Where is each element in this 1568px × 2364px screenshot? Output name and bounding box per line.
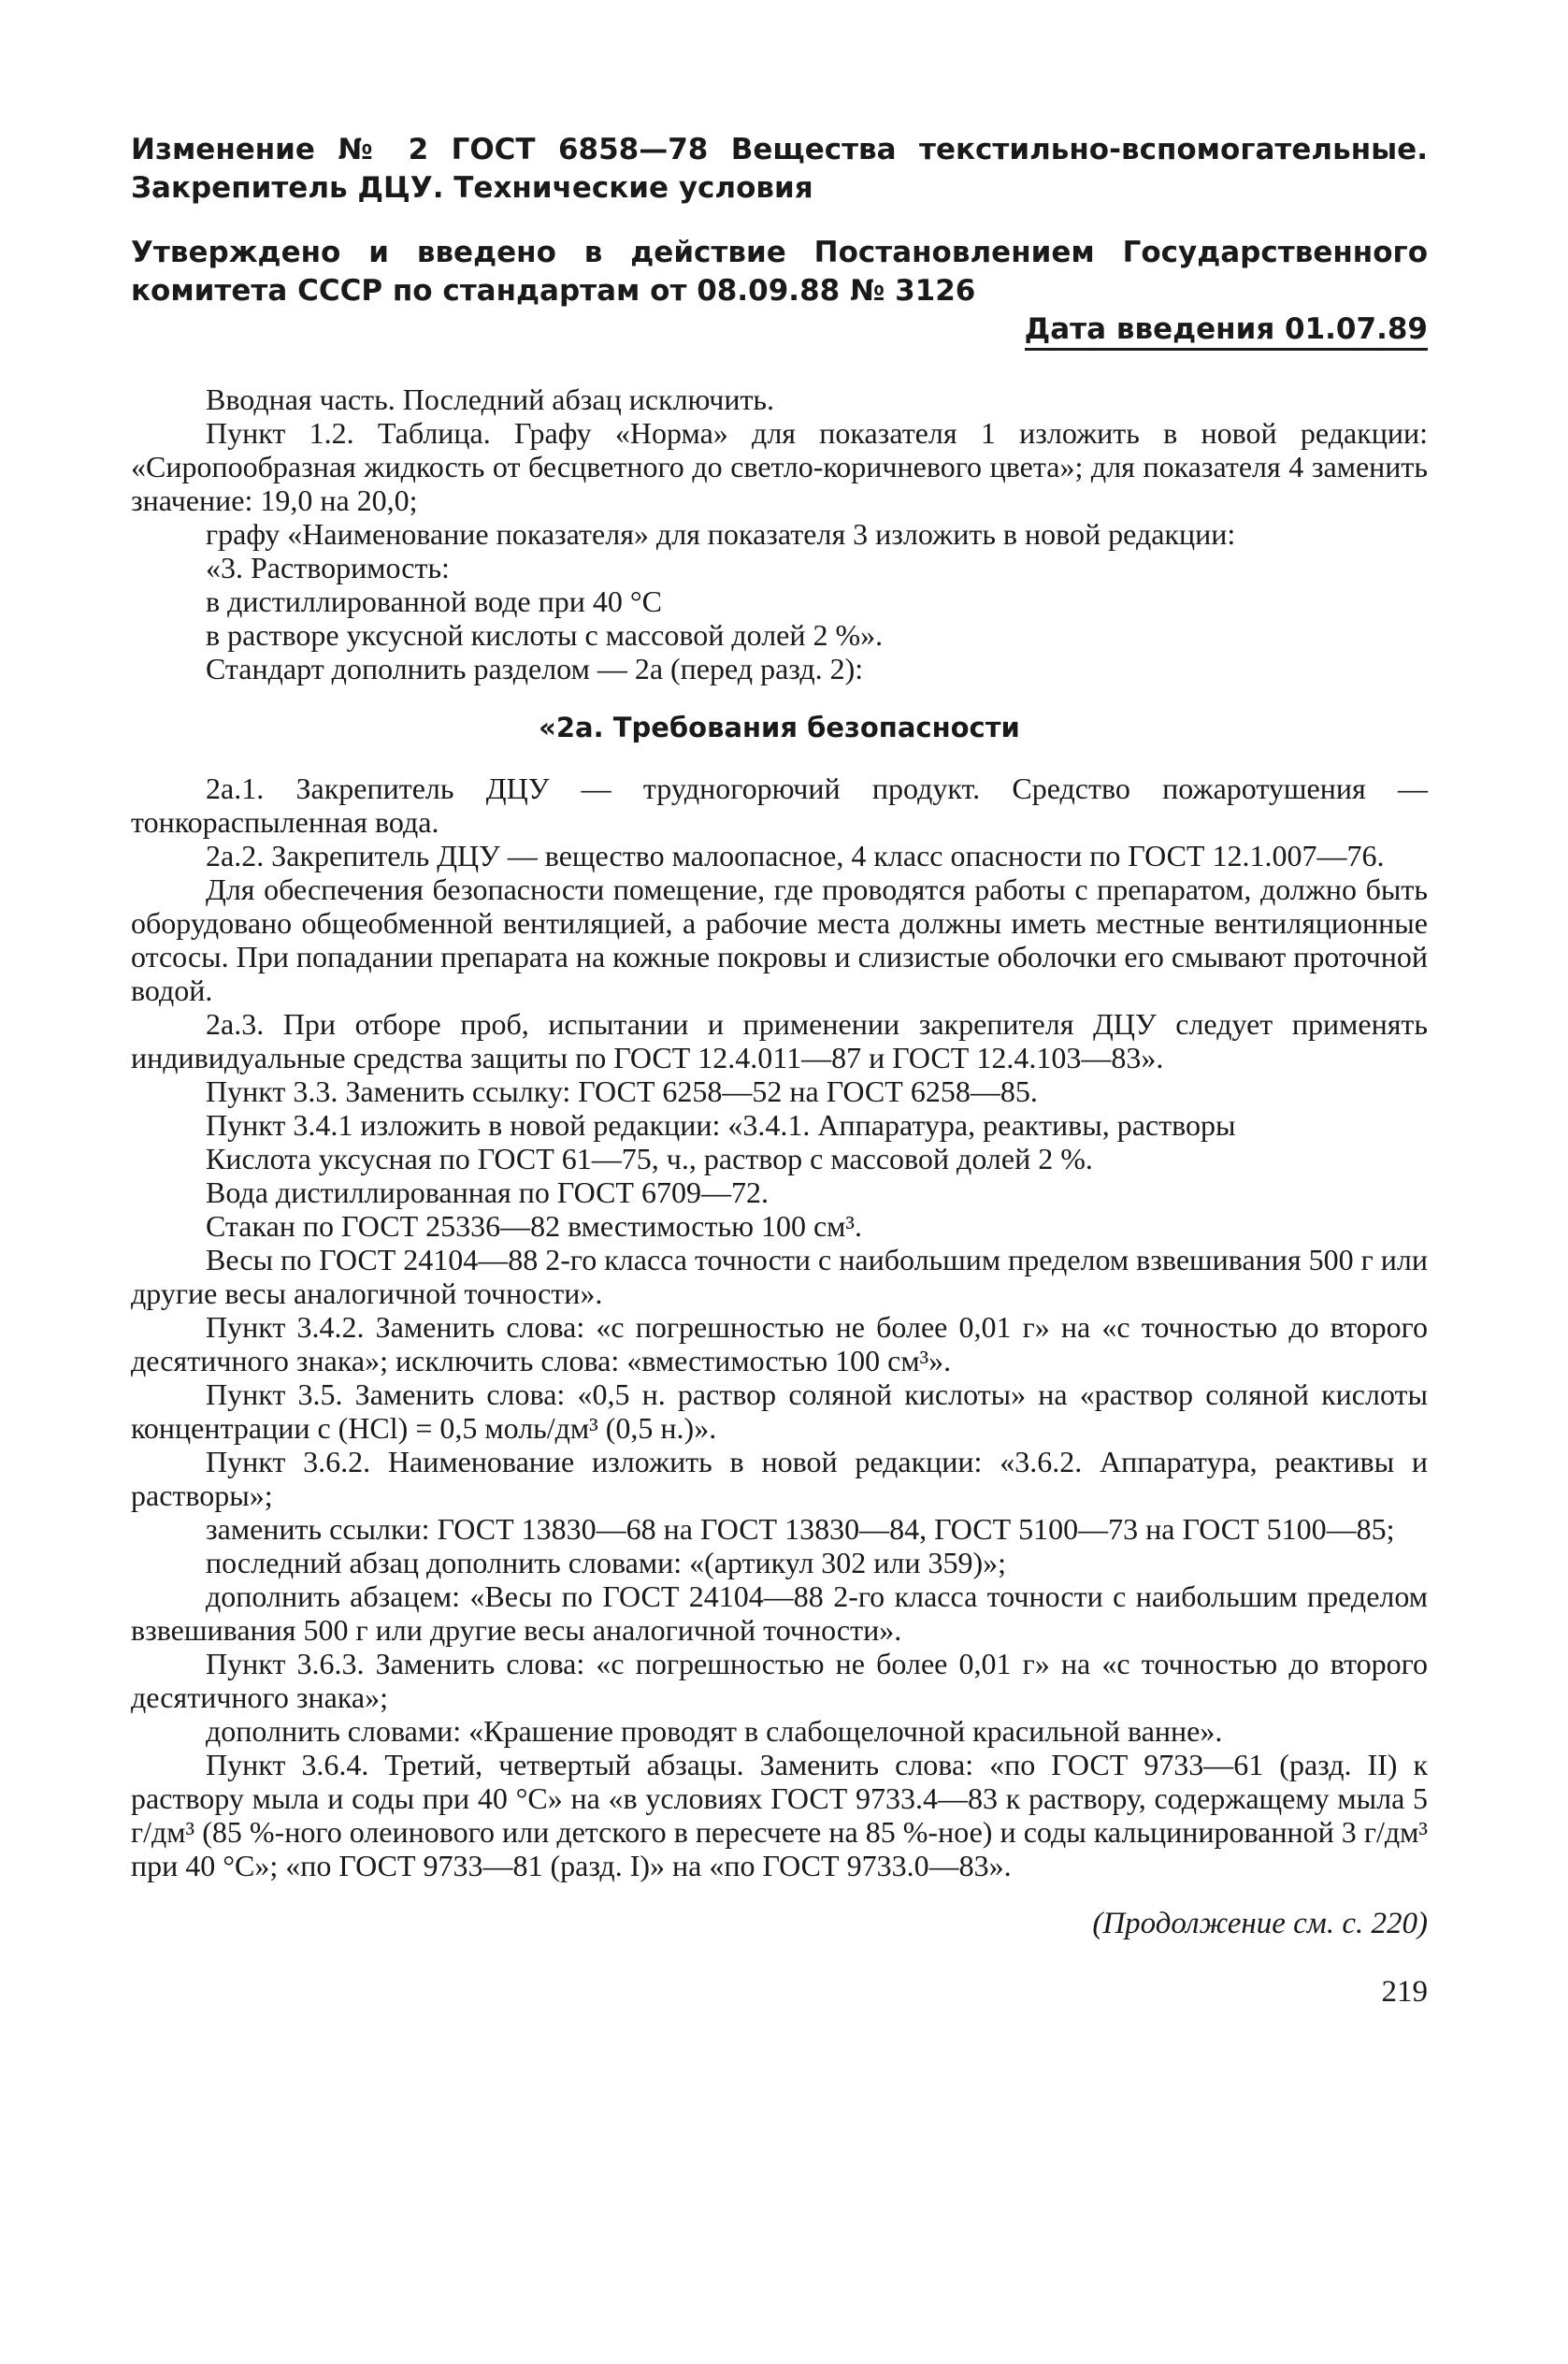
paragraph: Кислота уксусная по ГОСТ 61—75, ч., раствор с массовой долей 2 %. — [206, 1142, 1093, 1175]
page-number: 219 — [1381, 1975, 1428, 2009]
amendment-title: Изменение № 2 ГОСТ 6858—78 Вещества текстильно-вспомогательные. Закрепитель ДЦУ. Технические условия — [131, 133, 1428, 205]
paragraph: Весы по ГОСТ 24104—88 2-го класса точности с наибольшим пределом взвешивания 500 г или другие весы аналогичной точности». — [131, 1243, 1428, 1310]
paragraph: заменить ссылки: ГОСТ 13830—68 на ГОСТ 13830—84, ГОСТ 5100—73 на ГОСТ 5100—85; — [206, 1512, 1395, 1546]
approval-statement: Утверждено и введено в действие Постановлением Государственного комитета СССР по стандартам от 08.09.88 № 3126 — [131, 236, 1428, 308]
paragraph: 2а.3. При отборе проб, испытании и применении закрепителя ДЦУ следует применять индивидуальные средства защиты по ГОСТ 12.4.011—87 и ГОСТ 12.4.103—83». — [131, 1007, 1428, 1074]
body-text — [131, 382, 1428, 1882]
paragraph: Стандарт дополнить разделом — 2а (перед разд. 2): — [206, 652, 864, 685]
paragraph: Пункт 1.2. Таблица. Графу «Норма» для показателя 1 изложить в новой редакции: «Сиропообразная жидкость от бесцветного до светло-коричневого цвета»; для показателя 4 заменить значение: 19,0 на 20,0; — [131, 416, 1428, 517]
paragraph: Пункт 3.4.1 изложить в новой редакции: «3.4.1. Аппаратура, реактивы, растворы — [206, 1108, 1236, 1142]
paragraph: Пункт 3.5. Заменить слова: «0,5 н. раствор соляной кислоты» на «раствор соляной кислоты концентрации с (HCl) = 0,5 моль/дм³ (0,5 н.)». — [131, 1377, 1428, 1445]
paragraph: 2а.2. Закрепитель ДЦУ — вещество малоопасное, 4 класс опасности по ГОСТ 12.1.007—76. — [206, 839, 1385, 872]
paragraph: Вода дистиллированная по ГОСТ 6709—72. — [206, 1175, 769, 1209]
effective-date: Дата введения 01.07.89 — [1025, 312, 1428, 351]
paragraph: дополнить словами: «Крашение проводят в слабощелочной красильной ванне». — [206, 1714, 1223, 1748]
paragraph: Стакан по ГОСТ 25336—82 вместимостью 100 см³. — [206, 1209, 863, 1243]
effective-date-row — [131, 310, 1428, 349]
paragraph: 2а.1. Закрепитель ДЦУ — трудногорючий продукт. Средство пожаротушения — тонкораспыленная вода. — [131, 771, 1428, 839]
paragraph: Пункт 3.6.2. Наименование изложить в новой редакции: «3.6.2. Аппаратура, реактивы и растворы»; — [131, 1445, 1428, 1512]
paragraph: «3. Растворимость: — [206, 551, 450, 584]
section-title: «2а. Требования безопасности — [539, 712, 1020, 743]
paragraph: Для обеспечения безопасности помещение, где проводятся работы с препаратом, должно быть оборудовано общеобменной вентиляцией, а рабочие места должны иметь местные вентиляционные отсосы. При попадании препарата на кожные покровы и слизистые оболочки его смывают проточной водой. — [131, 872, 1428, 1007]
continuation-note: (Продолжение см. с. 220) — [1092, 1907, 1428, 1940]
paragraph: в растворе уксусной кислоты с массовой долей 2 %». — [206, 618, 884, 652]
paragraph: Пункт 3.6.3. Заменить слова: «с погрешностью не более 0,01 г» на «с точностью до второго десятичного знака»; — [131, 1647, 1428, 1714]
paragraph: графу «Наименование показателя» для показателя 3 изложить в новой редакции: — [206, 517, 1236, 551]
paragraph: Вводная часть. Последний абзац исключить. — [206, 382, 775, 416]
paragraph: в дистиллированной воде при 40 °С — [206, 584, 662, 618]
paragraph: Пункт 3.4.2. Заменить слова: «с погрешностью не более 0,01 г» на «с точностью до второго десятичного знака»; исключить слова: «вместимостью 100 см³». — [131, 1310, 1428, 1377]
paragraph: Пункт 3.3. Заменить ссылку: ГОСТ 6258—52 на ГОСТ 6258—85. — [206, 1074, 1038, 1108]
paragraph: последний абзац дополнить словами: «(артикул 302 или 359)»; — [206, 1546, 1007, 1579]
paragraph: дополнить абзацем: «Весы по ГОСТ 24104—88 2-го класса точности с наибольшим пределом взвешивания 500 г или другие весы аналогичной точности». — [131, 1579, 1428, 1647]
paragraph: Пункт 3.6.4. Третий, четвертый абзацы. Заменить слова: «по ГОСТ 9733—61 (разд. II) к раствору мыла и соды при 40 °С» на «в условиях ГОСТ 9733.4—83 к раствору, содержащему мыла 5 г/дм³ (85 %-ного олеинового или детского в пересчете на 85 %-ное) и соды кальцинированной 3 г/дм³ при 40 °С»; «по ГОСТ 9733—81 (разд. I)» на «по ГОСТ 9733.0—83». — [131, 1748, 1428, 1882]
